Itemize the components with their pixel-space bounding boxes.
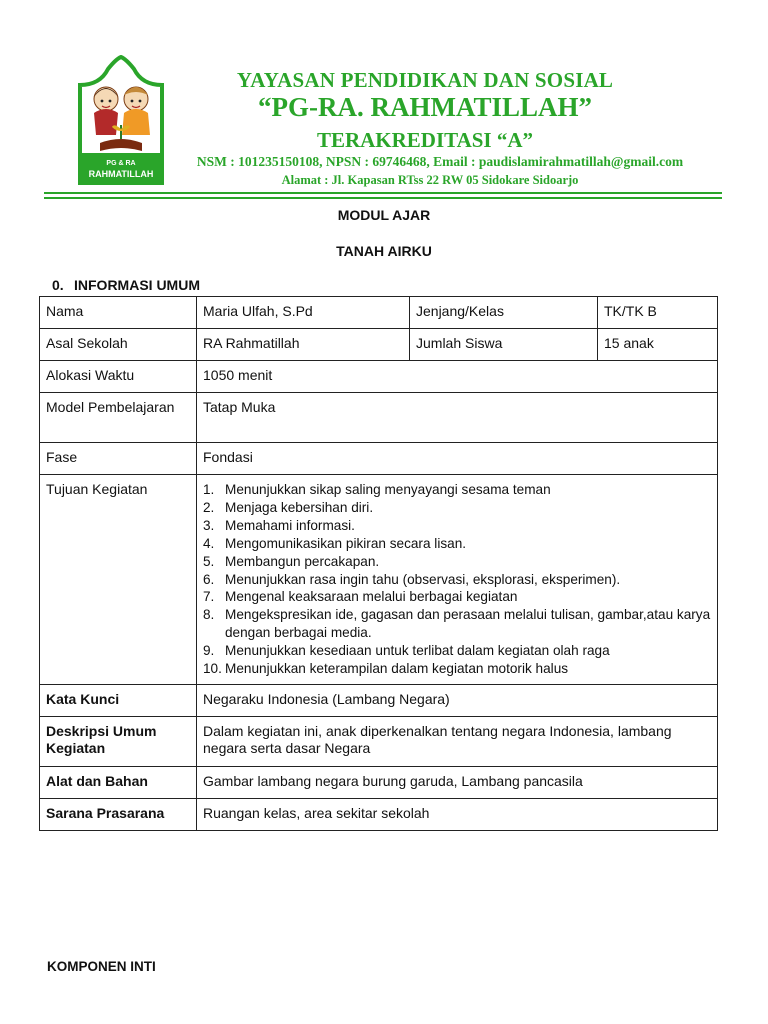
table-row xyxy=(40,443,718,475)
list-item-text: Menjaga kebersihan diri. xyxy=(225,499,374,515)
list-item xyxy=(203,588,711,606)
table-row xyxy=(40,329,718,361)
list-item xyxy=(203,660,711,678)
list-item xyxy=(203,571,711,589)
table-row xyxy=(40,475,718,685)
list-item xyxy=(203,606,711,642)
cell-label: Jumlah Siswa xyxy=(410,329,598,361)
cell-value: Maria Ulfah, S.Pd xyxy=(197,297,410,329)
core-components-heading: KOMPONEN INTI xyxy=(47,959,156,974)
cell-label: Nama xyxy=(40,297,197,329)
cell-label: Alokasi Waktu xyxy=(40,361,197,393)
document-subtitle: TANAH AIRKU xyxy=(336,243,432,259)
cell-label: Model Pembelajaran xyxy=(40,393,197,443)
cell-value: Dalam kegiatan ini, anak diperkenalkan tentang negara Indonesia, lambang negara serta dasar Negara xyxy=(197,716,718,766)
table-row xyxy=(40,684,718,716)
cell-value: Ruangan kelas, area sekitar sekolah xyxy=(197,798,718,830)
document-title: MODUL AJAR xyxy=(337,207,431,223)
cell-label: Asal Sekolah xyxy=(40,329,197,361)
foundation-name: YAYASAN PENDIDIKAN DAN SOSIAL xyxy=(236,68,614,92)
table-row xyxy=(40,798,718,830)
list-item xyxy=(203,553,711,571)
list-item xyxy=(203,517,711,535)
cell-label: Tujuan Kegiatan xyxy=(40,475,197,685)
school-ids-email: NSM : 101235150108, NPSN : 69746468, Email : paudislamirahmatillah@gmail.com xyxy=(196,154,684,169)
cell-value: Fondasi xyxy=(197,443,718,475)
table-row xyxy=(40,766,718,798)
logo-line-1: PG & RA xyxy=(106,160,136,167)
cell-value: Tatap Muka xyxy=(197,393,718,443)
list-item xyxy=(203,535,711,553)
list-item-number: 1. xyxy=(203,482,215,497)
cell-label: Sarana Prasarana xyxy=(40,798,197,830)
table-row xyxy=(40,361,718,393)
list-item-number: 9. xyxy=(203,643,215,659)
list-item xyxy=(203,481,711,499)
table-row xyxy=(40,297,718,329)
header-rule-thick xyxy=(44,192,722,194)
cell-label: Jenjang/Kelas xyxy=(410,297,598,329)
section-number: 0. xyxy=(52,277,64,293)
general-info-table xyxy=(39,296,718,831)
cell-label: Deskripsi Umum Kegiatan xyxy=(40,716,197,766)
list-item-number: 3. xyxy=(203,517,215,533)
list-item xyxy=(203,642,711,660)
list-item-number: 6. xyxy=(203,571,215,587)
header-rule-thin xyxy=(44,197,722,199)
section-heading xyxy=(52,277,200,293)
school-name: “PG-RA. RAHMATILLAH” xyxy=(258,92,592,122)
goals-list xyxy=(203,481,711,678)
cell-label: Alat dan Bahan xyxy=(40,766,197,798)
section-title: INFORMASI UMUM xyxy=(74,277,200,293)
list-item-text: Menunjukkan kesediaan untuk terlibat dalam kegiatan olah raga xyxy=(225,643,610,659)
school-address: Alamat : Jl. Kapasan RTss 22 RW 05 Sidokare Sidoarjo xyxy=(281,173,579,187)
cell-value: 15 anak xyxy=(598,329,718,361)
list-item-text: Mengekspresikan ide, gagasan dan perasaan melalui tulisan, gambar,atau karya dengan berbagai media. xyxy=(225,607,711,641)
list-item-text: Mengenal keaksaraan melalui berbagai kegiatan xyxy=(225,589,518,605)
letterhead xyxy=(0,0,768,200)
list-item-number: 4. xyxy=(203,535,215,551)
table-row xyxy=(40,716,718,766)
list-item-text: Membangun percakapan. xyxy=(225,553,380,569)
cell-label: Kata Kunci xyxy=(40,684,197,716)
accreditation: TERAKREDITASI “A” xyxy=(316,128,534,152)
list-item-text: Menunjukkan sikap saling menyayangi sesama teman xyxy=(225,482,551,497)
list-item-text: Menunjukkan keterampilan dalam kegiatan motorik halus xyxy=(225,661,569,677)
list-item-number: 2. xyxy=(203,499,215,515)
cell-value: Negaraku Indonesia (Lambang Negara) xyxy=(197,684,718,716)
list-item-text: Mengomunikasikan pikiran secara lisan. xyxy=(225,535,467,551)
cell-value xyxy=(197,475,718,685)
list-item-number: 5. xyxy=(203,553,215,569)
cell-value: 1050 menit xyxy=(197,361,718,393)
table-row xyxy=(40,393,718,443)
list-item-text: Menunjukkan rasa ingin tahu (observasi, eksplorasi, eksperimen). xyxy=(225,571,621,587)
list-item-number: 8. xyxy=(203,607,215,623)
cell-label: Fase xyxy=(40,443,197,475)
list-item-text: Memahami informasi. xyxy=(225,517,355,533)
list-item-number: 7. xyxy=(203,589,215,605)
list-item xyxy=(203,499,711,517)
cell-value: RA Rahmatillah xyxy=(197,329,410,361)
list-item-number: 10. xyxy=(203,661,222,677)
cell-value: Gambar lambang negara burung garuda, Lambang pancasila xyxy=(197,766,718,798)
cell-value: TK/TK B xyxy=(598,297,718,329)
logo-line-2: RAHMATILLAH xyxy=(88,169,154,179)
